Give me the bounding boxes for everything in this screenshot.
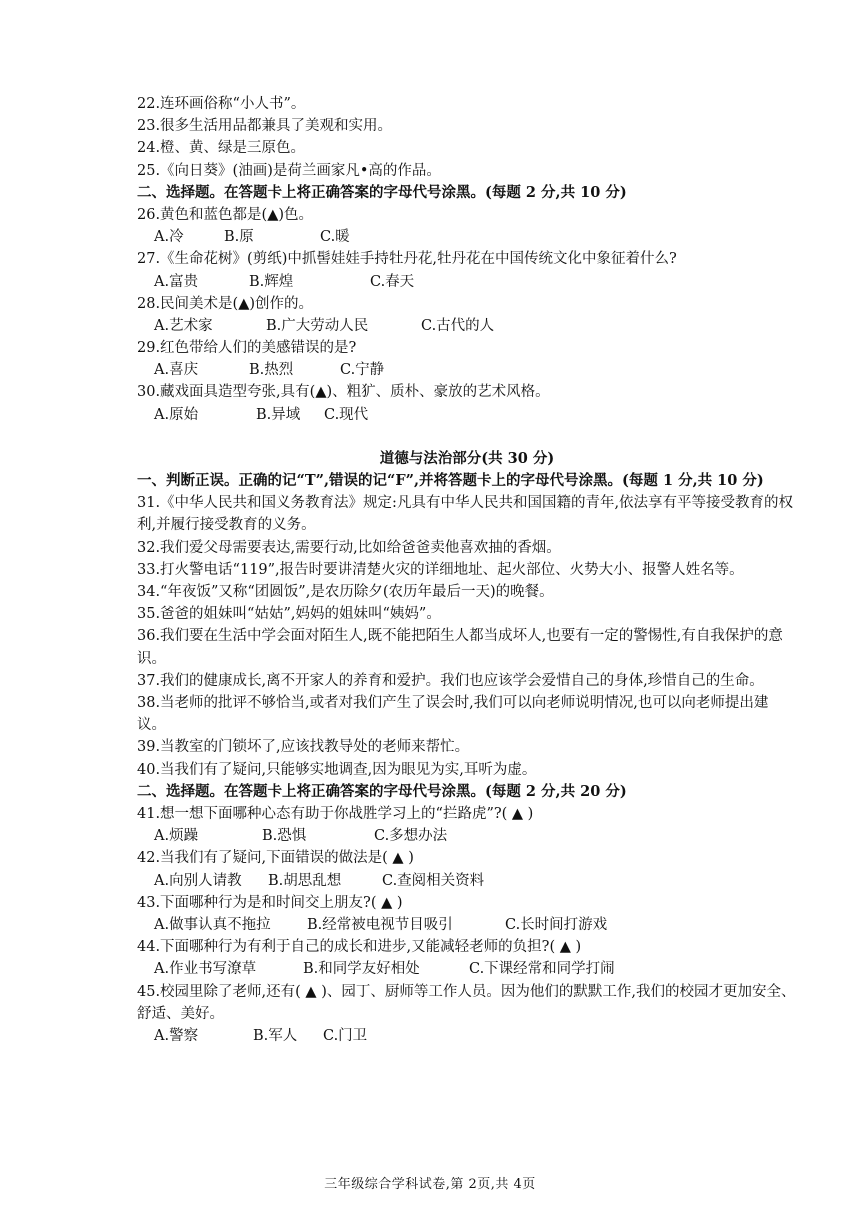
option-a: A.原始 xyxy=(154,406,199,423)
question-30: 30.藏戏面具造型夸张,具有(▲)、粗犷、质朴、豪放的艺术风格。 xyxy=(137,384,550,401)
question-27-options xyxy=(137,271,797,293)
question-32: 32.我们爱父母需要表达,需要行动,比如给爸爸卖他喜欢抽的香烟。 xyxy=(137,539,561,556)
option-b: B.广大劳动人民 xyxy=(266,317,369,334)
option-b: B.异域 xyxy=(256,406,301,423)
question-29-options xyxy=(137,359,797,381)
art-choice-heading: 二、选择题。在答题卡上将正确答案的字母代号涂黑。(每题 2 分,共 10 分) xyxy=(137,183,627,201)
option-b: B.和同学友好相处 xyxy=(303,961,420,978)
question-23: 23.很多生活用品都兼具了美观和实用。 xyxy=(137,118,393,135)
question-36: 36.我们要在生活中学会面对陌生人,既不能把陌生人都当成坏人,也要有一定的警惕性,有自我保护的意识。 xyxy=(137,628,783,667)
ethics-choice-heading: 二、选择题。在答题卡上将正确答案的字母代号涂黑。(每题 2 分,共 20 分) xyxy=(137,782,627,800)
ethics-section-title: 道德与法治部分(共 30 分) xyxy=(379,449,555,467)
ethics-tf-heading: 一、判断正误。正确的记“T”,错误的记“F”,并将答题卡上的字母代号涂黑。(每题 1 分,共 10 分) xyxy=(137,472,764,489)
option-a: A.喜庆 xyxy=(154,362,199,379)
question-29: 29.红色带给人们的美感错误的是? xyxy=(137,340,357,357)
question-34: 34.“年夜饭”又称“团圆饭”,是农历除夕(农历年最后一天)的晚餐。 xyxy=(137,584,554,601)
question-42-options xyxy=(137,870,797,892)
question-40: 40.当我们有了疑问,只能够实地调查,因为眼见为实,耳听为虚。 xyxy=(137,761,537,778)
option-b: B.恐惧 xyxy=(262,828,307,845)
option-c: C.门卫 xyxy=(323,1027,368,1044)
question-39: 39.当教室的门锁坏了,应该找教导处的老师来帮忙。 xyxy=(137,739,470,756)
option-a: A.烦躁 xyxy=(154,828,199,845)
question-44: 44.下面哪种行为有利于自己的成长和进步,又能减轻老师的负担?( ▲ ) xyxy=(137,939,582,956)
question-24: 24.橙、黄、绿是三原色。 xyxy=(137,140,306,157)
option-b: B.原 xyxy=(224,229,254,246)
option-c: C.多想办法 xyxy=(374,828,448,845)
option-a: A.向别人请教 xyxy=(154,872,242,889)
page-footer: 三年级综合学科试卷,第 2页,共 4页 xyxy=(324,1177,536,1192)
question-31: 31.《中华人民共和国义务教育法》规定:凡具有中华人民共和国国籍的青年,依法享有平等接受教育的权利,并履行接受教育的义务。 xyxy=(137,495,794,534)
option-a: A.作业书写潦草 xyxy=(154,961,257,978)
option-a: A.警察 xyxy=(154,1027,199,1044)
option-c: C.春天 xyxy=(370,273,415,290)
option-c: C.下课经常和同学打闹 xyxy=(469,961,615,978)
option-a: A.做事认真不拖拉 xyxy=(154,916,271,933)
question-33: 33.打火警电话“119”,报告时要讲清楚火灾的详细地址、起火部位、火势大小、报警人姓名等。 xyxy=(137,561,744,578)
question-26-options xyxy=(137,226,797,248)
option-a: A.富贵 xyxy=(154,273,199,290)
option-b: B.军人 xyxy=(253,1027,298,1044)
option-a: A.艺术家 xyxy=(154,317,213,334)
option-c: C.查阅相关资料 xyxy=(382,872,485,889)
question-42: 42.当我们有了疑问,下面错误的做法是( ▲ ) xyxy=(137,850,414,867)
question-26: 26.黄色和蓝色都是(▲)色。 xyxy=(137,206,314,223)
question-45-options xyxy=(137,1025,797,1047)
option-c: C.暖 xyxy=(320,229,350,246)
question-28: 28.民间美术是(▲)创作的。 xyxy=(137,295,314,312)
option-b: B.辉煌 xyxy=(249,273,294,290)
option-c: C.古代的人 xyxy=(421,317,495,334)
question-28-options xyxy=(137,315,797,337)
question-30-options xyxy=(137,404,797,426)
option-b: B.胡思乱想 xyxy=(268,872,342,889)
exam-page xyxy=(137,93,797,1047)
option-c: C.长时间打游戏 xyxy=(505,916,608,933)
option-c: C.宁静 xyxy=(340,362,385,379)
question-27: 27.《生命花树》(剪纸)中抓髻娃娃手持牡丹花,牡丹花在中国传统文化中象征着什么? xyxy=(137,251,677,268)
option-b: B.热烈 xyxy=(249,362,294,379)
question-44-options xyxy=(137,958,797,980)
question-41: 41.想一想下面哪种心态有助于你战胜学习上的“拦路虎”?( ▲ ) xyxy=(137,806,534,823)
option-c: C.现代 xyxy=(324,406,369,423)
question-43: 43.下面哪种行为是和时间交上朋友?( ▲ ) xyxy=(137,894,403,911)
question-37: 37.我们的健康成长,离不开家人的养育和爱护。我们也应该学会爱惜自己的身体,珍惜自己的生命。 xyxy=(137,672,764,689)
question-25: 25.《向日葵》(油画)是荷兰画家凡•高的作品。 xyxy=(137,162,441,179)
question-41-options xyxy=(137,825,797,847)
question-35: 35.爸爸的姐妹叫“姑姑”,妈妈的姐妹叫“姨妈”。 xyxy=(137,606,441,623)
question-22: 22.连环画俗称“小人书”。 xyxy=(137,96,306,112)
question-45: 45.校园里除了老师,还有( ▲ )、园丁、厨师等工作人员。因为他们的默默工作,我们的校园才更加安全、舒适、美好。 xyxy=(137,983,796,1022)
option-b: B.经常被电视节目吸引 xyxy=(307,916,453,933)
option-a: A.冷 xyxy=(154,229,184,246)
question-38: 38.当老师的批评不够恰当,或者对我们产生了误会时,我们可以向老师说明情况,也可以向老师提出建议。 xyxy=(137,695,769,734)
question-43-options xyxy=(137,914,797,936)
